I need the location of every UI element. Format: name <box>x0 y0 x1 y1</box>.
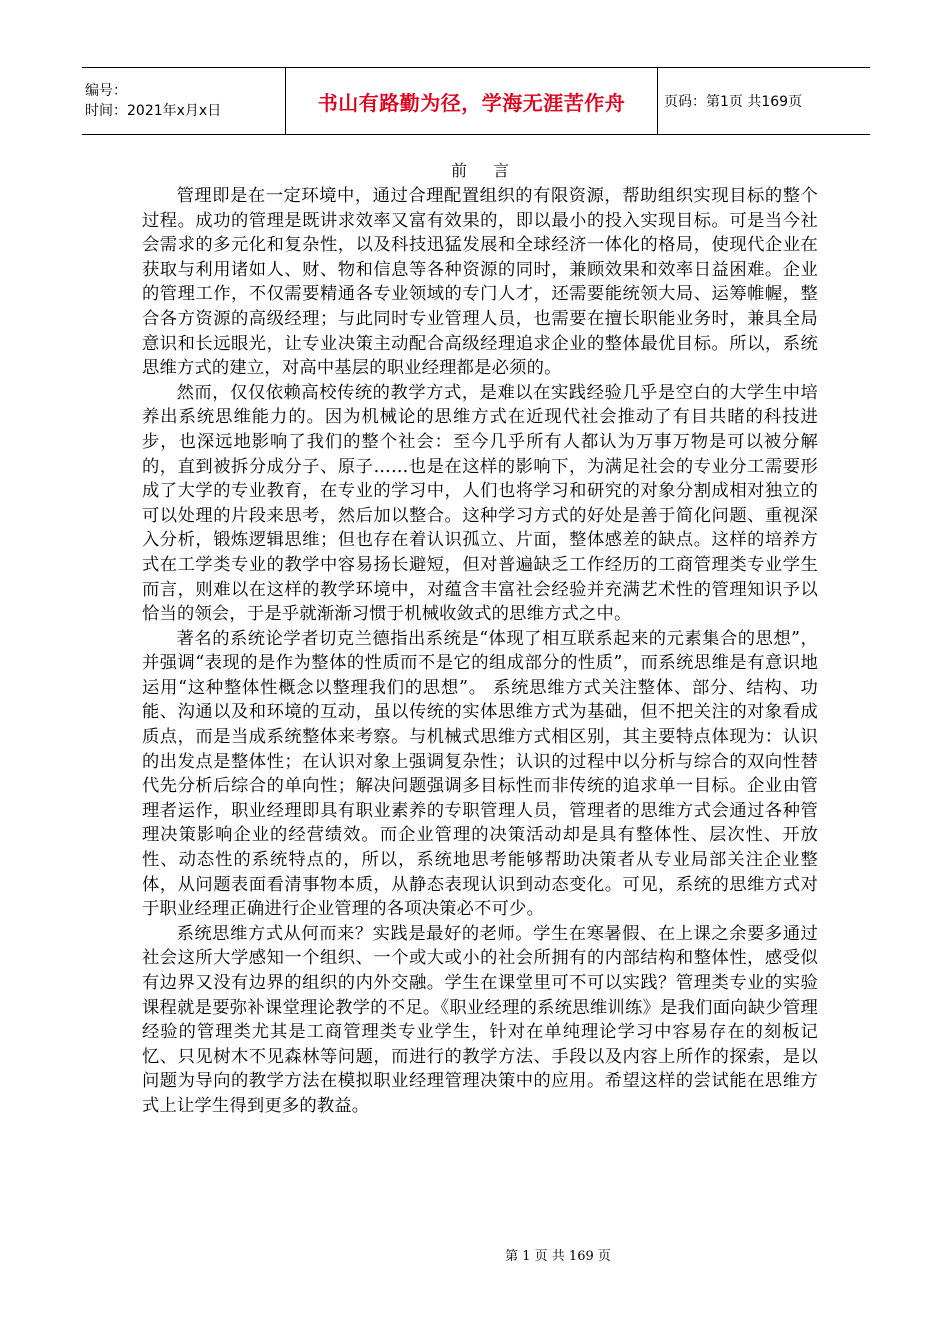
page-header <box>82 67 870 135</box>
number-label: 编号： <box>85 83 127 99</box>
paragraph-3: 著名的系统论学者切克兰德指出系统是“体现了相互联系起来的元素集合的思想”，并强调“表现的是作为整体的性质而不是它的组成部分的性质”，而系统思维是有意识地运用“这种整体性概念以整理我们的思想”。 系统思维方式关注整体、部分、结构、功能、沟通以及和环境的互动，虽以传统的实体思维方式为基础，但不把关注的对象看成质点，而是当成系统整体来考察。与机械式思维方式相区别，其主要特点体现为：认识的出发点是整体性；在认识对象上强调复杂性；认识的过程中以分析与综合的双向性替代先分析后综合的单向性；解决问题强调多目标性而非传统的追求单一目标。企业由管理者运作，职业经理即具有职业素养的专职管理人员，管理者的思维方式会通过各种管理决策影响企业的经营绩效。而企业管理的决策活动却是具有整体性、层次性、开放性、动态性的系统特点的，所以，系统地思考能够帮助决策者从专业局部关注企业整体，从问题表面看清事物本质，从静态表现认识到动态变化。可见，系统的思维方式对于职业经理正确进行企业管理的各项决策必不可少。 <box>142 628 818 920</box>
header-meta <box>82 68 285 134</box>
header-motto-cell <box>285 68 658 134</box>
document-body <box>142 158 818 1119</box>
doc-title: 前言 <box>450 161 535 180</box>
page-footer: 第 1 页 共 169 页 <box>505 1249 611 1264</box>
motto: 书山有路勤为径，学海无涯苦作舟 <box>317 90 626 115</box>
page-info: 页码：第1页 共169页 <box>664 94 803 110</box>
header-page-cell <box>658 68 802 134</box>
paragraph-4: 系统思维方式从何而来？实践是最好的老师。学生在寒暑假、在上课之余要多通过社会这所大学感知一个组织、一个或大或小的社会所拥有的内部结构和整体性，感受似有边界又没有边界的组织的内外交融。学生在课堂里可不可以实践？管理类专业的实验课程就是要弥补课堂理论教学的不足。《职业经理的系统思维训练》是我们面向缺少管理经验的管理类尤其是工商管理类专业学生，针对在单纯理论学习中容易存在的刻板记忆、只见树木不见森林等问题，而进行的教学方法、手段以及内容上所作的探索，是以问题为导向的教学方法在模拟职业经理管理决策中的应用。希望这样的尝试能在思维方式上让学生得到更多的教益。 <box>142 923 818 1116</box>
paragraph-1: 管理即是在一定环境中，通过合理配置组织的有限资源，帮助组织实现目标的整个过程。成功的管理是既讲求效率又富有效果的，即以最小的投入实现目标。可是当今社会需求的多元化和复杂性，以及科技迅猛发展和全球经济一体化的格局，使现代企业在获取与利用诸如人、财、物和信息等各种资源的同时，兼顾效果和效率日益困难。企业的管理工作，不仅需要精通各专业领域的专门人才，还需要能统领大局、运筹帷幄，整合各方资源的高级经理；与此同时专业管理人员，也需要在擅长职能业务时，兼具全局意识和长远眼光，让专业决策主动配合高级经理追求企业的整体最优目标。所以，系统思维方式的建立，对高中基层的职业经理都是必须的。 <box>142 186 818 379</box>
time-label: 时间：2021年x月x日 <box>85 103 222 119</box>
paragraph-2: 然而，仅仅依赖高校传统的教学方式，是难以在实践经验几乎是空白的大学生中培养出系统思维能力的。因为机械论的思维方式在近现代社会推动了有目共睹的科技进步，也深远地影响了我们的整个社会：至今几乎所有人都认为万事万物是可以被分解的，直到被拆分成分子、原子……也是在这样的影响下，为满足社会的专业分工需要形成了大学的专业教育，在专业的学习中，人们也将学习和研究的对象分割成相对独立的可以处理的片段来思考，然后加以整合。这种学习方式的好处是善于简化问题、重视深入分析，锻炼逻辑思维；但也存在着认识孤立、片面，整体感差的缺点。这样的培养方式在工学类专业的教学中容易扬长避短，但对普遍缺乏工作经历的工商管理类专业学生而言，则难以在这样的教学环境中，对蕴含丰富社会经验并充满艺术性的管理知识予以恰当的领会，于是乎就渐渐习惯于机械收敛式的思维方式之中。 <box>142 382 818 625</box>
